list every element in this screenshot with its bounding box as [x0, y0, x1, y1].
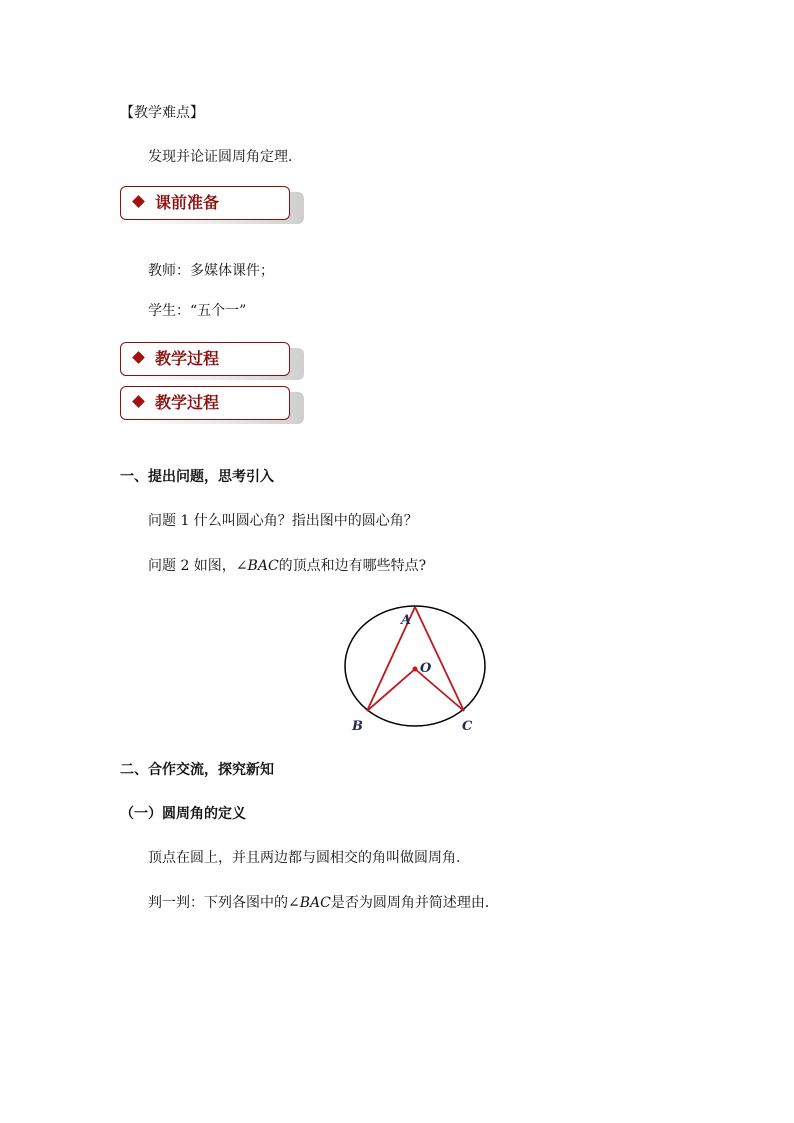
label-a: A: [401, 613, 412, 628]
label-b: B: [352, 719, 363, 734]
definition-text: 顶点在圆上，并且两边都与圆相交的角叫做圆周角.: [148, 850, 461, 866]
difficulty-text: 发现并论证圆周角定理．: [148, 149, 302, 165]
prep-student: 学生：“五个一”: [148, 303, 247, 319]
judge-suffix: 是否为圆周角并简述理由.: [330, 895, 490, 911]
judge-angle: ∠BAC: [288, 895, 331, 911]
center-point: [413, 667, 418, 672]
question-2: [148, 557, 426, 575]
question-2-suffix: 的顶点和边有哪些特点?: [278, 558, 427, 574]
question-2-prefix: 问题 2 如图，: [148, 558, 236, 574]
section2-subtitle: （一）圆周角的定义: [120, 806, 246, 822]
label-o: O: [420, 661, 432, 676]
prep-teacher: 教师：多媒体课件；: [148, 263, 274, 279]
circle: [345, 606, 485, 726]
label-c: C: [462, 719, 473, 734]
banner-label-process-1: 教学过程: [155, 349, 220, 368]
banner-label-process-2: 教学过程: [155, 393, 220, 412]
section-banner-prep: [120, 186, 306, 226]
segment-ac: [415, 607, 464, 711]
question-1: 问题 1 什么叫圆心角？指出图中的圆心角？: [148, 513, 418, 529]
judge-text: [148, 894, 489, 912]
inscribed-angle-figure: [334, 598, 498, 740]
angle-bac: ∠BAC: [235, 558, 279, 574]
judge-prefix: 判一判：下列各图中的: [148, 895, 288, 911]
section1-title: 一、提出问题，思考引入: [120, 469, 274, 485]
section-banner-process-1: [120, 342, 306, 382]
section-banner-process-2: [120, 386, 306, 426]
segment-ob: [367, 669, 415, 711]
difficulty-heading: 【教学难点】: [120, 105, 204, 121]
section2-title: 二、合作交流，探究新知: [120, 762, 274, 778]
banner-label-prep: 课前准备: [155, 193, 220, 212]
